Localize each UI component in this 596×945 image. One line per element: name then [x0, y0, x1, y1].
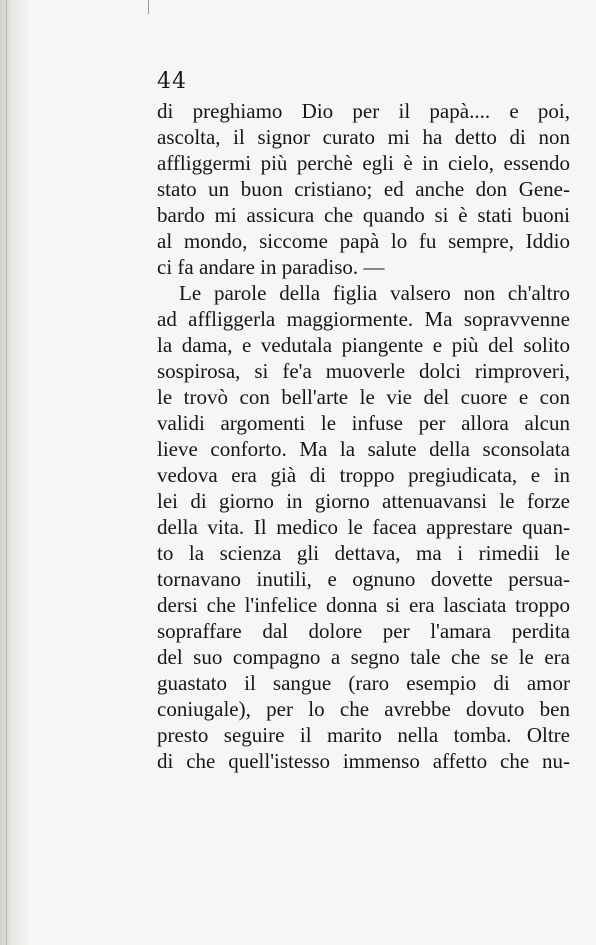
text-line: le trovò con bell'arte le vie del cuore e con	[157, 385, 570, 409]
text-line: ascolta, il signor curato mi ha detto di non	[157, 125, 570, 149]
text-line: della vita. Il medico le facea apprestare quan-	[157, 515, 570, 539]
text-line: la dama, e vedutala piangente e più del solito	[157, 333, 570, 357]
text-line: affliggermi più perchè egli è in cielo, essendo	[157, 151, 570, 175]
scan-mark	[148, 0, 149, 14]
paragraph-start-line: Le parole della figlia valsero non ch'altro	[179, 281, 570, 305]
text-line: ci fa andare in paradiso. —	[157, 255, 385, 279]
text-line: ad affliggerla maggiormente. Ma sopravvenne	[157, 307, 570, 331]
text-line: to la scienza gli dettava, ma i rimedii le	[157, 541, 570, 565]
text-line: lieve conforto. Ma la salute della sconsolata	[157, 437, 570, 461]
gutter-edge	[6, 0, 7, 945]
text-line: sopraffare dal dolore per l'amara perdita	[157, 619, 570, 643]
body-text	[157, 98, 570, 774]
text-line: di preghiamo Dio per il papà.... e poi,	[157, 99, 570, 123]
text-line: validi argomenti le infuse per allora alcun	[157, 411, 570, 435]
text-line: del suo compagno a segno tale che se le era	[157, 645, 570, 669]
page-number: 44	[157, 69, 187, 94]
text-line: tornavano inutili, e ognuno dovette persua-	[157, 567, 570, 591]
text-line: stato un buon cristiano; ed anche don Gene-	[157, 177, 570, 201]
text-line: bardo mi assicura che quando si è stati buoni	[157, 203, 570, 227]
text-line: lei di giorno in giorno attenuavansi le forze	[157, 489, 570, 513]
text-line: al mondo, siccome papà lo fu sempre, Iddio	[157, 229, 570, 253]
text-line: sospirosa, si fe'a muoverle dolci rimproveri,	[157, 359, 570, 383]
text-line: dersi che l'infelice donna si era lasciata troppo	[157, 593, 570, 617]
text-line: vedova era già di troppo pregiudicata, e in	[157, 463, 570, 487]
text-line: coniugale), per lo che avrebbe dovuto ben	[157, 697, 570, 721]
text-line: guastato il sangue (raro esempio di amor	[157, 671, 570, 695]
text-line: di che quell'istesso immenso affetto che nu-	[157, 749, 570, 773]
text-line: presto seguire il marito nella tomba. Oltre	[157, 723, 570, 747]
page-gutter	[0, 0, 28, 945]
